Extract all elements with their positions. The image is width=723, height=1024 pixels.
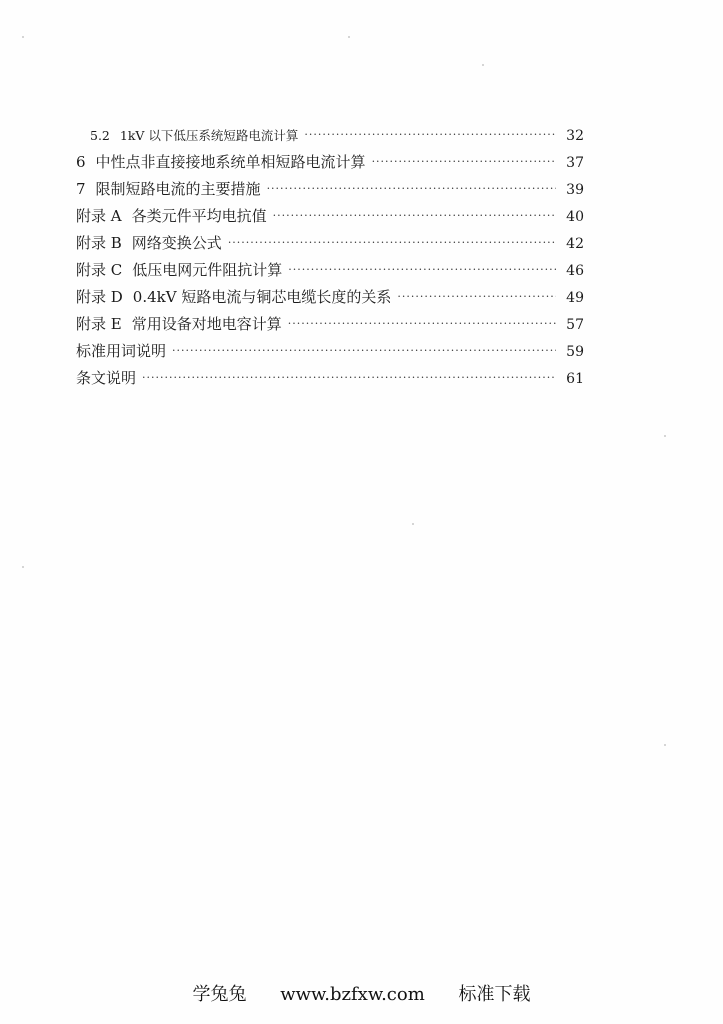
- toc-entry-page: 37: [566, 155, 584, 171]
- dot-leader: [273, 202, 556, 229]
- toc-entry-title: 常用设备对地电容计算: [131, 315, 282, 333]
- toc-entry-title: 标准用词说明: [76, 342, 167, 360]
- scan-speck: [664, 435, 666, 437]
- toc-entry: [76, 176, 584, 203]
- dot-leader: [288, 256, 556, 283]
- toc-entry-number: 附录 B: [76, 234, 122, 252]
- toc-entry-number: 6: [76, 153, 86, 171]
- scan-speck: [348, 36, 350, 38]
- toc-entry-title: 0.4kV 短路电流与铜芯电缆长度的关系: [132, 288, 392, 306]
- scan-speck: [22, 36, 24, 38]
- toc-entry-title: 低压电网元件阻抗计算: [132, 261, 283, 279]
- dot-leader: [172, 337, 556, 364]
- dot-leader: [288, 310, 556, 337]
- toc-entry-page: 42: [566, 236, 584, 252]
- toc-entry-page: 32: [566, 128, 584, 144]
- toc-entry: [76, 149, 584, 176]
- toc-entry-page: 39: [566, 182, 584, 198]
- dot-leader: [304, 121, 556, 148]
- toc-entry-title: 条文说明: [76, 369, 137, 387]
- toc-entry-number: 附录 C: [76, 261, 123, 279]
- scan-speck: [412, 523, 414, 525]
- toc-entry: [76, 365, 584, 392]
- toc-entry-number: 附录 E: [76, 315, 122, 333]
- toc-entry-page: 49: [566, 290, 584, 306]
- toc-entry-title: 1kV 以下低压系统短路电流计算: [119, 128, 299, 143]
- toc-entry-number: 附录 D: [76, 288, 123, 306]
- toc-entry: [76, 122, 584, 149]
- toc-entry-title: 网络变换公式: [131, 234, 222, 252]
- dot-leader: [142, 364, 556, 391]
- toc-entry-page: 40: [566, 209, 584, 225]
- table-of-contents: [76, 122, 584, 392]
- footer-url: www.bzfxw.com: [280, 984, 425, 1005]
- toc-entry: [76, 311, 584, 338]
- toc-entry: [76, 203, 584, 230]
- scan-speck: [664, 744, 666, 746]
- scan-speck: [22, 566, 24, 568]
- dot-leader: [228, 229, 556, 256]
- toc-entry: [76, 230, 584, 257]
- toc-entry-number: 附录 A: [76, 207, 122, 225]
- toc-entry-title: 各类元件平均电抗值: [131, 207, 267, 225]
- footer-site-name: 学兔兔: [192, 984, 247, 1005]
- dot-leader: [372, 148, 556, 175]
- toc-entry-page: 46: [566, 263, 584, 279]
- toc-entry-title: 中性点非直接接地系统单相短路电流计算: [95, 153, 366, 171]
- toc-entry: [76, 284, 584, 311]
- toc-entry-number: 7: [76, 180, 86, 198]
- watermark-footer: [0, 980, 723, 1006]
- toc-entry-page: 59: [566, 344, 584, 360]
- scan-speck: [482, 64, 484, 66]
- toc-entry-page: 61: [566, 371, 584, 387]
- toc-entry-page: 57: [566, 317, 584, 333]
- toc-entry: [76, 257, 584, 284]
- toc-entry: [76, 338, 584, 365]
- footer-slogan: 标准下载: [458, 984, 531, 1005]
- dot-leader: [397, 283, 556, 310]
- toc-entry-title: 限制短路电流的主要措施: [95, 180, 261, 198]
- dot-leader: [267, 175, 556, 202]
- toc-entry-number: 5.2: [90, 128, 110, 143]
